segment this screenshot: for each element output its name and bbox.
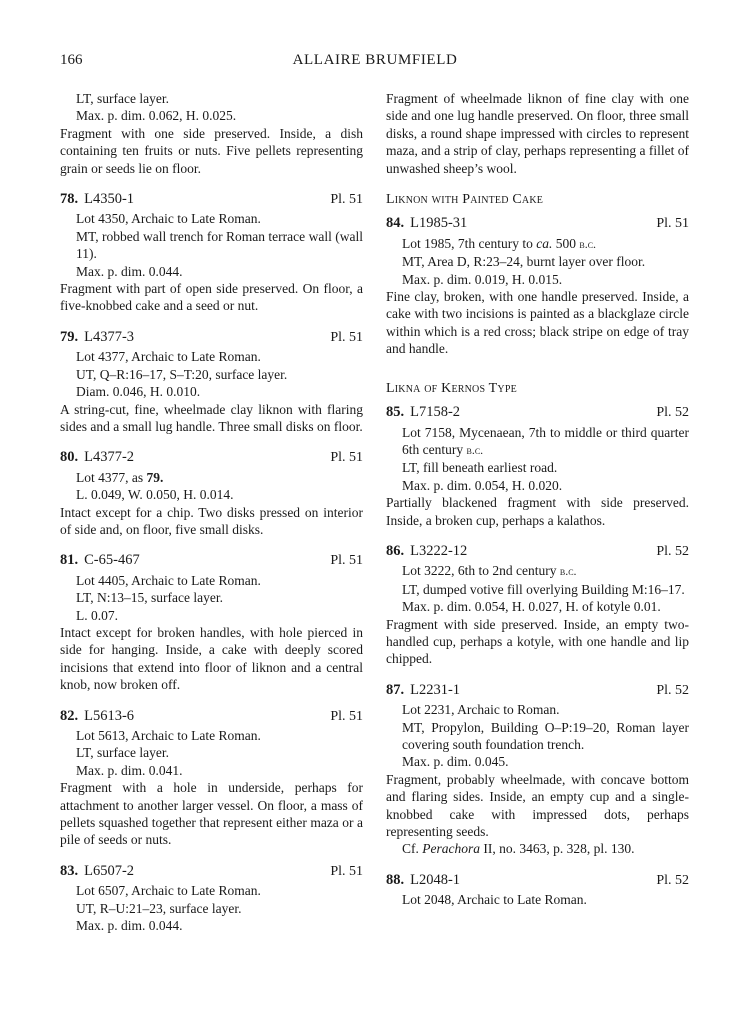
publication-title: Perachora: [422, 841, 480, 857]
entry-line: LT, surface layer.: [76, 745, 169, 761]
lot-text: Lot 1985, 7th century to: [402, 235, 537, 251]
catalog-number: C-65-467: [84, 552, 140, 569]
catalog-number: L2231-1: [410, 681, 461, 698]
catalog-entry: [386, 681, 689, 858]
entry-line: Lot 4405, Archaic to Late Roman.: [76, 572, 261, 588]
entry-line: [386, 562, 689, 580]
circa-abbreviation: ca.: [536, 235, 553, 251]
catalog-entry: [386, 403, 689, 529]
plate-reference: Pl. 52: [656, 682, 689, 698]
catalog-entry: [60, 707, 363, 849]
entry-number: 82.: [60, 707, 79, 724]
entry-line: Lot 2231, Archaic to Roman.: [402, 702, 560, 718]
catalog-number: L4377-2: [84, 449, 135, 466]
entry-heading: [60, 448, 363, 466]
entry-number: 85.: [386, 404, 405, 421]
catalog-number: L1985-31: [410, 215, 468, 232]
entry-heading: [60, 551, 363, 569]
entry-line: LT, surface layer.: [76, 91, 169, 106]
entry-line: MT, Propylon, Building O–P:19–20, Roman layer covering south foundation trench.: [402, 719, 689, 752]
lot-text: Lot 4377, as: [76, 469, 147, 485]
entry-line: [386, 424, 689, 460]
entry-line: Max. p. dim. 0.054, H. 0.027, H. of kotyle 0.01.: [402, 599, 661, 615]
entry-number: 88.: [386, 871, 405, 888]
catalog-number: L2048-1: [410, 871, 461, 888]
catalog-entry: [386, 214, 689, 357]
lot-year: 500: [552, 235, 580, 251]
catalog-entry: [60, 448, 363, 538]
plate-reference: Pl. 51: [330, 863, 363, 879]
plate-reference: Pl. 52: [656, 872, 689, 888]
entry-line: MT, robbed wall trench for Roman terrace wall (wall 11).: [76, 228, 363, 262]
page-number: 166: [60, 52, 83, 68]
entry-line: Max. p. dim. 0.019, H. 0.015.: [402, 271, 563, 287]
page-header: [60, 52, 690, 74]
entry-description: Fragment, probably wheelmade, with concave bottom and flaring sides. Inside, an empty cup and a single-knobbed cake with impressed dots, perhaps representing seeds.: [386, 771, 689, 840]
entry-description: Fragment of wheelmade liknon of fine clay with one side and one lug handle preserved. On floor, three small disks, a round shape impressed with circles to represent maza, and a strip of clay, perhaps representing a fillet of unwashed sheep’s wool.: [386, 91, 689, 176]
entry-line: LT, N:13–15, surface layer.: [76, 590, 223, 606]
plate-reference: Pl. 51: [330, 708, 363, 724]
catalog-entry: [386, 871, 689, 909]
entry-line: MT, Area D, R:23–24, burnt layer over floor.: [402, 254, 646, 270]
entry-line: [386, 235, 689, 253]
entry-description: Intact except for broken handles, with hole pierced in side for hanging. Inside, a cake with deeply scored incisions that extend into floor of liknon and a central knob, now broken off.: [60, 624, 363, 693]
entry-number: 80.: [60, 449, 79, 466]
catalog-number: L5613-6: [84, 707, 135, 724]
entry-description: Fragment with one side preserved. Inside, a dish containing ten fruits or nuts. Five pellets representing grain or seeds lie on floor.: [60, 125, 363, 176]
entry-line: Max. p. dim. 0.041.: [76, 762, 183, 778]
entry-description: Intact except for a chip. Two disks pressed on interior of side and, on floor, five small disks.: [60, 504, 363, 537]
entry-line: LT, fill beneath earliest road.: [402, 460, 558, 476]
entry-heading: [386, 214, 689, 232]
entry-line: L. 0.07.: [76, 607, 118, 623]
entry-line: Lot 5613, Archaic to Late Roman.: [76, 728, 261, 743]
lot-text: Lot 3222, 6th to 2nd century: [402, 563, 560, 579]
running-head: ALLAIRE BRUMFIELD: [292, 52, 458, 68]
catalog-entry: [386, 542, 689, 668]
entry-heading: [60, 862, 363, 880]
entry-number: 87.: [386, 681, 405, 698]
right-column: [386, 90, 689, 909]
entry-description: Fragment with a hole in underside, perhaps for attachment to another larger vessel. On floor, a mass of pellets squashed together that represent either maza or a pile of seeds or nuts.: [60, 780, 363, 848]
era-abbreviation: b.c.: [579, 236, 597, 251]
entry-heading: [386, 871, 689, 889]
entry-heading: [386, 681, 689, 699]
entry-number: 78.: [60, 191, 79, 208]
plate-reference: Pl. 52: [656, 543, 689, 559]
catalog-number: L3222-12: [410, 542, 468, 559]
entry-heading: [60, 328, 363, 346]
continuation-block: [60, 90, 363, 177]
entry-number: 81.: [60, 552, 79, 569]
catalog-number: L4377-3: [84, 328, 135, 345]
entry-description: Fragment with part of open side preserved. On floor, a five-knobbed cake and a seed or nut.: [60, 281, 363, 314]
era-abbreviation: b.c.: [559, 564, 577, 579]
entry-description: Fine clay, broken, with one handle preserved. Inside, a cake with two incisions is painted as a blackglaze circle within which is a red cross; black stripe on edge of tray and handle.: [386, 289, 689, 357]
entry-heading: [386, 403, 689, 421]
entry-description: Fragment with side preserved. Inside, an empty two-handled cup, perhaps a kotyle, with one handle and lip chipped.: [386, 616, 689, 667]
entry-line: Max. p. dim. 0.045.: [402, 754, 509, 770]
plate-reference: Pl. 51: [330, 329, 363, 345]
entry-line: Lot 4350, Archaic to Late Roman.: [76, 211, 261, 227]
lot-text: Lot 7158, Mycenaean, 7th to middle or third quarter 6th century: [402, 424, 689, 457]
entry-line: Max. p. dim. 0.062, H. 0.025.: [76, 108, 237, 124]
catalog-entry: [60, 328, 363, 435]
left-column: [60, 90, 363, 934]
entry-heading: [60, 707, 363, 725]
entry-number: 86.: [386, 542, 405, 559]
entry-line: L. 0.049, W. 0.050, H. 0.014.: [76, 487, 234, 503]
catalog-number: L7158-2: [410, 404, 461, 421]
entry-line: Max. p. dim. 0.054, H. 0.020.: [402, 477, 563, 493]
era-abbreviation: b.c.: [466, 442, 484, 457]
catalog-entry: [60, 190, 363, 315]
entry-line: Diam. 0.046, H. 0.010.: [76, 384, 201, 400]
catalog-entry: [60, 862, 363, 935]
cf-details: II, no. 3463, p. 328, pl. 130.: [480, 841, 635, 857]
section-heading: Likna of Kernos Type: [386, 380, 517, 396]
entry-line: Max. p. dim. 0.044.: [76, 918, 183, 934]
cf-prefix: Cf.: [402, 841, 423, 857]
entry-line: UT, Q–R:16–17, S–T:20, surface layer.: [76, 366, 288, 382]
plate-reference: Pl. 51: [330, 450, 363, 466]
cross-reference: 79.: [146, 469, 164, 485]
entry-number: 79.: [60, 328, 79, 345]
entry-line: UT, R–U:21–23, surface layer.: [76, 900, 242, 916]
entry-description: A string-cut, fine, wheelmade clay liknon with flaring sides and a small lug handle. Three small disks on floor.: [60, 401, 363, 434]
entry-number: 84.: [386, 215, 405, 232]
section-heading: Liknon with Painted Cake: [386, 192, 544, 208]
entry-line: [60, 469, 363, 486]
entry-line: Lot 4377, Archaic to Late Roman.: [76, 349, 261, 365]
entry-number: 83.: [60, 862, 79, 879]
catalog-number: L4350-1: [84, 191, 135, 208]
entry-line: Lot 2048, Archaic to Late Roman.: [402, 892, 587, 908]
catalog-number: L6507-2: [84, 862, 135, 879]
plate-reference: Pl. 51: [330, 192, 363, 208]
comparison-reference: [386, 840, 689, 857]
catalog-entry: [60, 551, 363, 693]
plate-reference: Pl. 51: [330, 553, 363, 569]
entry-line: Lot 6507, Archaic to Late Roman.: [76, 883, 261, 899]
entry-line: Max. p. dim. 0.044.: [76, 263, 183, 279]
plate-reference: Pl. 51: [656, 216, 689, 232]
plate-reference: Pl. 52: [656, 405, 689, 421]
entry-heading: [60, 190, 363, 208]
entry-heading: [386, 542, 689, 560]
entry-line: LT, dumped votive fill overlying Building M:16–17.: [402, 581, 685, 597]
entry-description: Partially blackened fragment with side preserved. Inside, a broken cup, perhaps a kalathos.: [386, 495, 689, 528]
